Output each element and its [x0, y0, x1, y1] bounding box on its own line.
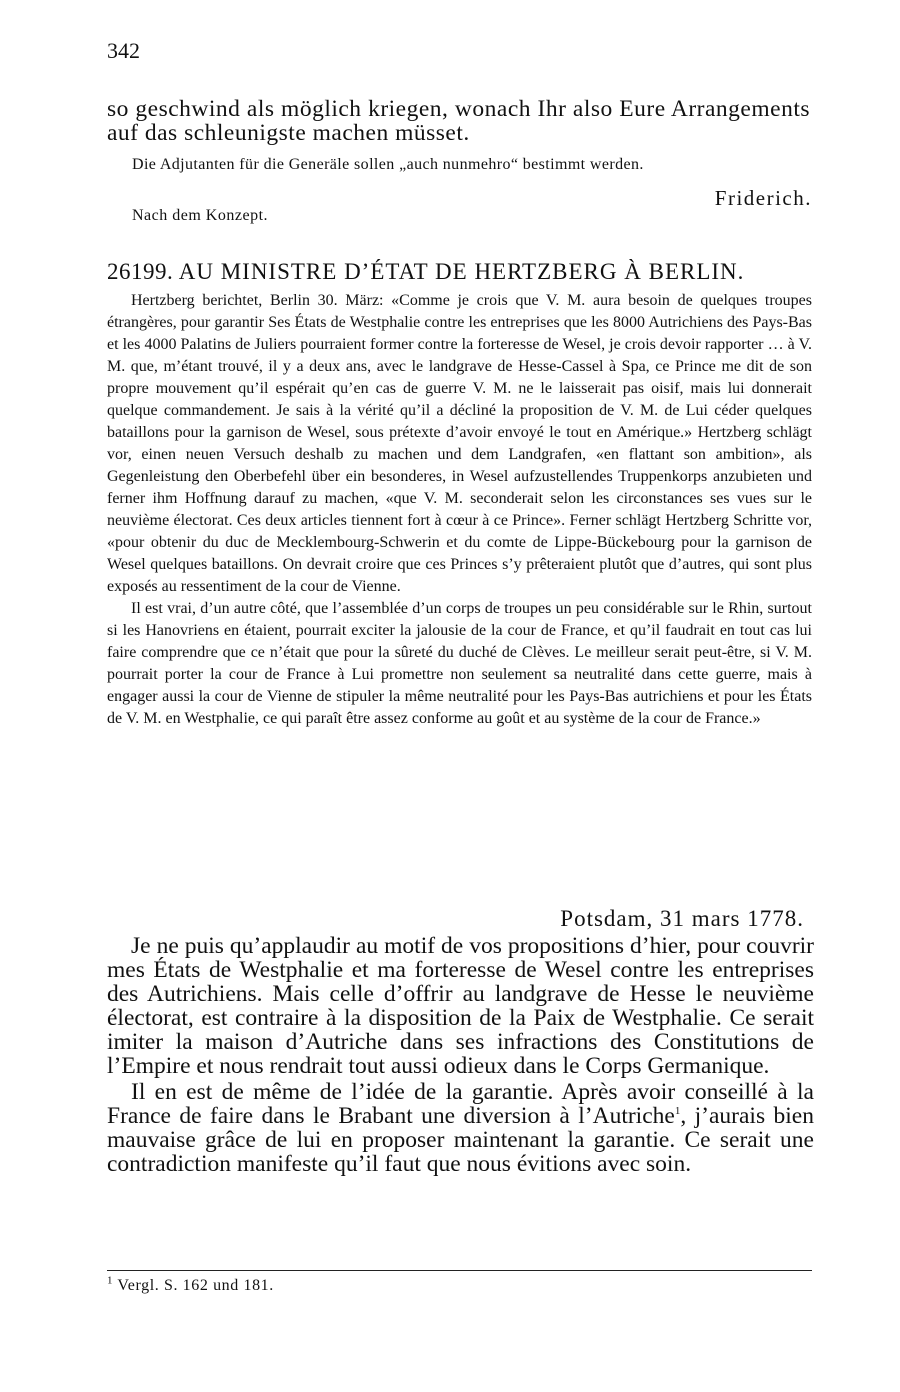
footnote-marker: 1 [107, 1274, 114, 1287]
footnote-divider [107, 1270, 812, 1271]
letter-paragraph-1: Je ne puis qu’applaudir au motif de vos propositions d’hier, pour couvrir mes États de Westphalie et ma forteresse de Wesel contre les entreprises des Autrichiens. Mais celle d’offrir au landgrave de Hesse le neuvième électorat, est contraire à la disposition de la Paix de Westphalie. Ce serait imiter la maison d’Autriche dans ses infractions des Constitutions de l’Empire et nous rendrait tout aussi odieux dans le Corps Germanique. [107, 933, 814, 1079]
letter-body [107, 934, 814, 1176]
page-number: 342 [107, 38, 140, 63]
letter-heading [107, 259, 812, 285]
footnote-text: Vergl. S. 162 und 181. [117, 1277, 274, 1294]
continuation-paragraph [107, 97, 810, 145]
footnote-reference[interactable]: 1 [674, 1105, 681, 1118]
summary-paragraph-2: Il est vrai, d’un autre côté, que l’assemblée d’un corps de troupes un peu considérable sur le Rhin, surtout si les Hanovriens en étaient, pourrait exciter la jalousie de la cour de France, et qu’il faudrait en tout cas lui faire comprendre que ce n’était que pour la sûreté du duché de Clèves. Le meilleur serait peut-être, si V. M. pourrait porter la cour de France à Lui promettre non seulement sa neutralité dans cette guerre, mais à engager aussi la cour de Vienne de stipuler la même neutralité pour les Pays-Bas autrichiens et pour les États de V. M. en Westphalie, ce qui paraît être assez conforme au goût et au système de la cour de France.» [107, 600, 812, 727]
summary-paragraph-1: Hertzberg berichtet, Berlin 30. März: «Comme je crois que V. M. aura besoin de quelques troupes étrangères, pour garantir Ses États de Westphalie contre les entreprises que les 8000 Autrichiens des Pays-Bas et les 4000 Palatins de Juliers pourraient former contre la forteresse de Wesel, je crois devoir rapporter … à V. M. que, m’étant trouvé, il y a deux ans, avec le landgrave de Hesse-Cassel à Spa, ce Prince me dit de son propre mouvement qu’il espérait qu’en cas de guerre V. M. ne le laisserait pas oisif, mais lui donnerait quelque commandement. Je sais à la vérité qu’il a décliné la proposition de V. M. de Lui céder quelques bataillons pour la garnison de Wesel, sous prétexte d’avoir envoyé le tout en Amérique.» Hertzberg schlägt vor, einen neuen Versuch deshalb zu machen und dem Landgrafen, «en flattant son ambition», als Gegenleistung den Oberbefehl über ein besonderes, in Wesel aufzustellendes Truppenkorps anzubieten und ferner ihm Hoffnung darauf zu machen, «que V. M. seconderait selon les circonstances ses vues sur le neuvième électorat. Ces deux articles tiennent fort à cœur à ce Prince». Ferner schlägt Hertzberg Schritte vor, «pour obtenir du duc de Mecklembourg-Schwerin et du comte de Lippe-Bückebourg pour la garnison de Wesel quelques bataillons. On devrait croire que ces Princes s’y prêteraient plutôt que d’autres, qui sont plus exposés au ressentiment de la cour de Vienne. [107, 292, 812, 595]
footnote [107, 1274, 274, 1295]
letter-paragraph-2 [107, 1080, 814, 1176]
source-note: Nach dem Konzept. [132, 207, 269, 224]
letter-number: 26199. [107, 259, 174, 284]
dateline: Potsdam, 31 mars 1778. [560, 906, 804, 931]
signature: Friderich. [714, 186, 812, 210]
letter-paragraph-2-end: , j’aurais bien mauvaise grâce de lui en proposer maintenant la garantie. Ce serait une contradiction manifeste qu’il faut que nous évitions avec soin. [107, 1103, 814, 1177]
continuation-text: so geschwind als möglich kriegen, wonach Ihr also Eure Arrangements auf das schleunigste machen müsset. [107, 96, 810, 146]
adjutanten-note: Die Adjutanten für die Generäle sollen „auch nunmehro“ bestimmt werden. [132, 156, 644, 173]
letter-title: AU MINISTRE D’ÉTAT DE HERTZBERG À BERLIN. [178, 259, 745, 284]
report-summary [107, 290, 812, 730]
letter-paragraph-2-start: Il en est de même de l’idée de la garantie. Après avoir conseillé à la France de faire dans le Brabant une diversion à l’Autriche [107, 1079, 814, 1129]
